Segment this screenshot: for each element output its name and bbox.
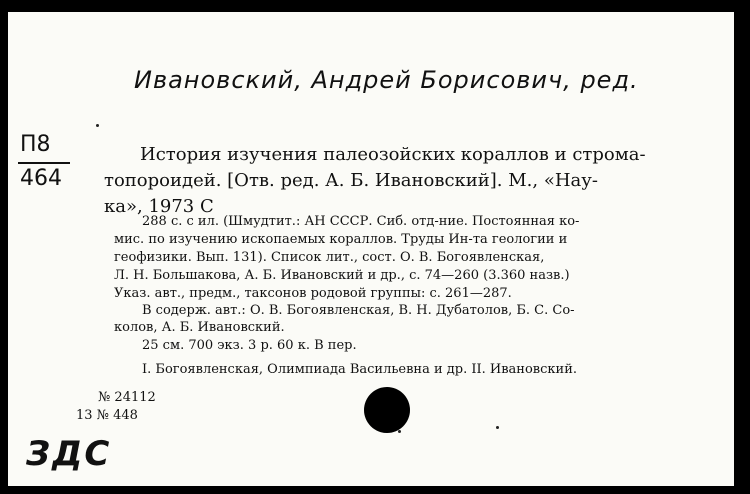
catalog-card [8,6,742,486]
punch-hole [364,387,410,433]
call-number-divider [18,162,70,164]
handwritten-heading: Ивановский, Андрей Борисович, ред. [134,66,639,94]
number-2: 13 № 448 [76,408,138,423]
speck [496,426,499,429]
call-number-bottom: 464 [20,166,62,191]
title-line-1: История изучения палеозойских кораллов и строма- [140,144,646,165]
body-line-7: колов, А. Б. Ивановский. [114,320,285,335]
speck [398,430,401,433]
body-line-5: Указ. авт., предм., таксонов родовой группы: с. 261—287. [114,286,512,301]
body-line-3: геофизики. Вып. 131). Список лит., сост. О. В. Богоявленская, [114,250,545,265]
title-line-3: ка», 1973 С [104,196,214,217]
speck [96,124,99,127]
call-number-top: П8 [20,132,51,157]
body-line-6: В содерж. авт.: О. В. Богоявленская, В. Н. Дубатолов, Б. С. Со- [142,303,575,318]
right-border [734,6,742,486]
body-line-8: 25 см. 700 экз. 3 р. 60 к. В пер. [142,338,357,353]
tracing-line: I. Богоявленская, Олимпиада Васильевна и др. II. Ивановский. [142,362,577,377]
number-1: № 24112 [98,390,156,405]
body-line-4: Л. Н. Большакова, А. Б. Ивановский и др., с. 74—260 (3.360 назв.) [114,268,570,283]
body-line-1: 288 с. с ил. (Шмудтит.: АН СССР. Сиб. отд-ние. Постоянная ко- [142,214,580,229]
title-line-2: топороидей. [Отв. ред. А. Б. Ивановский]. М., «Нау- [104,170,598,191]
body-line-2: мис. по изучению ископаемых кораллов. Труды Ин-та геологии и [114,232,568,247]
handwritten-stamp: ЗДС [26,434,112,474]
top-border [8,6,742,12]
